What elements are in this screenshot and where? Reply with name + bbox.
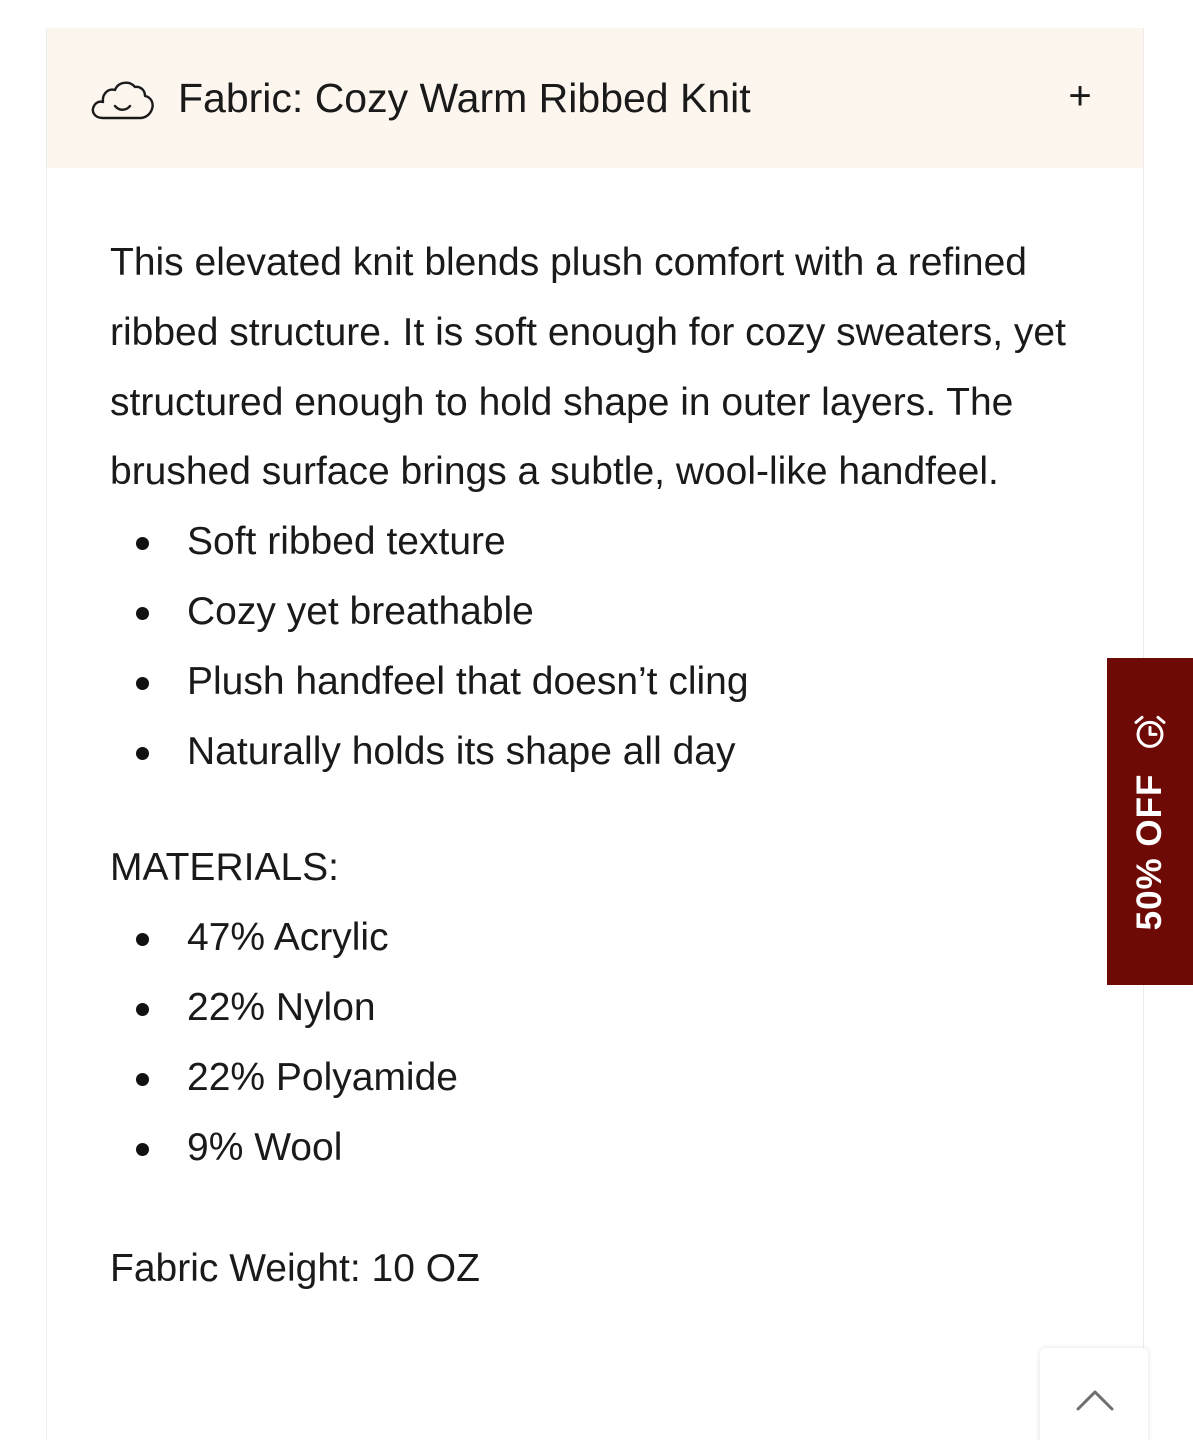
list-item: 22% Nylon bbox=[110, 973, 1070, 1043]
alarm-clock-icon bbox=[1131, 713, 1169, 751]
discount-tab[interactable] bbox=[1107, 658, 1193, 985]
accordion-body bbox=[110, 228, 1070, 1304]
fabric-description: This elevated knit blends plush comfort with a refined ribbed structure. It is soft enough for cozy sweaters, yet structured enough to hold shape in outer layers. The brushed surface brings a subtle, wool-like handfeel. bbox=[110, 241, 1066, 494]
bullet-icon bbox=[136, 1073, 149, 1086]
bullet-icon bbox=[136, 933, 149, 946]
feature-list bbox=[110, 507, 1070, 786]
materials-list bbox=[110, 903, 1070, 1182]
list-item: 22% Polyamide bbox=[110, 1043, 1070, 1113]
materials-heading: MATERIALS: bbox=[110, 846, 339, 890]
list-item: 9% Wool bbox=[110, 1113, 1070, 1183]
bullet-icon bbox=[136, 677, 149, 690]
bullet-icon bbox=[136, 747, 149, 760]
plus-icon[interactable]: + bbox=[1068, 74, 1092, 118]
list-item: Cozy yet breathable bbox=[110, 577, 1070, 647]
accordion-header[interactable] bbox=[47, 28, 1143, 168]
fabric-weight: Fabric Weight: 10 OZ bbox=[110, 1247, 480, 1291]
cloud-smile-icon bbox=[89, 72, 155, 124]
bullet-icon bbox=[136, 607, 149, 620]
discount-label: 50% OFF bbox=[1130, 773, 1169, 930]
back-to-top-button[interactable] bbox=[1040, 1348, 1148, 1440]
bullet-icon bbox=[136, 1003, 149, 1016]
list-item: Soft ribbed texture bbox=[110, 507, 1070, 577]
chevron-up-icon bbox=[1076, 1386, 1114, 1412]
accordion-title: Fabric: Cozy Warm Ribbed Knit bbox=[178, 75, 751, 121]
list-item: 47% Acrylic bbox=[110, 903, 1070, 973]
fabric-accordion bbox=[46, 28, 1144, 1440]
list-item: Plush handfeel that doesn’t cling bbox=[110, 647, 1070, 717]
bullet-icon bbox=[136, 1143, 149, 1156]
list-item: Naturally holds its shape all day bbox=[110, 717, 1070, 787]
bullet-icon bbox=[136, 537, 149, 550]
